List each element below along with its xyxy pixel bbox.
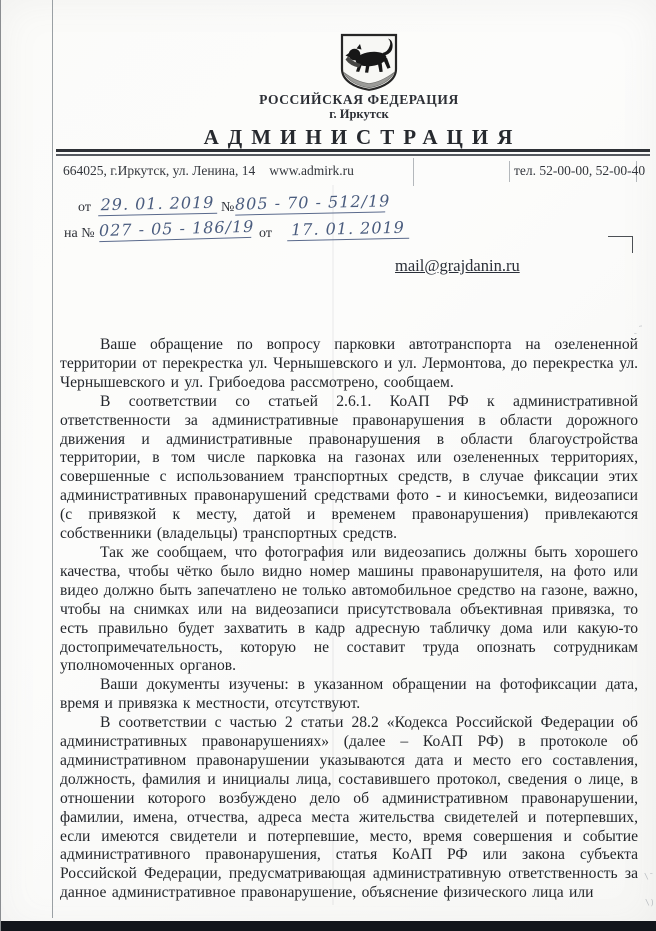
body-paragraph: В соответствии со статьей 2.6.1. КоАП РФ к административной ответственности за административные правонарушения в области дорожного движения и административные правонарушения в области благоустройства территории, в том числе парковка на газонах или озелененных территориях, совершенные с использованием транспортных средств, в случае фиксации этих административных правонарушений средствами фото - и киносъемки, видеозаписи (с привязкой к месту, датой и временем правонарушения) привлекаются собственники (владельцы) транспортных средств. xyxy=(60,392,638,543)
body-paragraph: Ваше обращение по вопросу парковки автотранспорта на озелененной территории от перекрестка ул. Чернышевского и ул. Лермонтова, до перекрестка ул. Чернышевского и ул. Грибоедова рассмотрено, сообщаем. xyxy=(60,336,638,391)
letterhead-cell-divider xyxy=(509,161,510,182)
incoming-number-handwritten: 027 - 05 - 186/19 xyxy=(98,216,255,241)
header-divider xyxy=(56,149,650,156)
address-zone-corner-mark xyxy=(608,236,633,253)
letterhead-country: РОССИЙСКАЯ ФЕДЕРАЦИЯ xyxy=(259,92,459,107)
recipient-email-text: mail@grajdanin.ru xyxy=(395,256,520,275)
outgoing-number-handwritten: 805 - 70 - 512/19 xyxy=(234,191,391,214)
phone-text: тел. 52-00-00, 52-00-40 xyxy=(514,163,646,178)
scan-artifact-noise: \) xyxy=(645,898,655,907)
body-paragraph: Так же сообщаем, что фотография или видеозапись должны быть хорошего качества, чтобы чётко было видно номер машины правонарушителя, на фото или видео должно быть запечатлено не только автомобильное средство на газоне, важно, чтобы на снимках или на видеозаписи присутствовала объективная привязка, то есть правильно будет захватить в кадр адресную табличку дома или какую-то достопримечательность, которую не составит труда опознать сотрудникам уполномоченных органов. xyxy=(60,543,638,675)
postal-address-text: 664025, г.Иркутск, ул. Ленина, 14 xyxy=(63,163,256,178)
body-paragraph: Ваши документы изучены: в указанном обращении на фотофиксации дата, время и привязка к местности, отсутствуют. xyxy=(60,676,638,713)
coat-of-arms-icon xyxy=(338,33,400,92)
website-text: www.admirk.ru xyxy=(269,163,354,178)
letterhead-org-title: АДМИНИСТРАЦИЯ xyxy=(203,125,522,149)
outgoing-number-label: № xyxy=(221,200,235,215)
scan-artifact-noise: ˍ˝ xyxy=(633,325,643,334)
body-paragraph: В соответствии с частью 2 статьи 28.2 «Кодекса Российской Федерации об административных правонарушениях» (далее – КоАП РФ) в протоколе об административном правонарушении указываются дата и место его составления, должность, фамилия и инициалы лица, составившего протокол, сведения о лице, в отношении которого возбуждено дело об административном правонарушении, фамилии, имена, отчества, адреса места жительства свидетелей и потерпевших, если имеются свидетели и потерпевшие, место, время совершения и событие административного правонарушения, статья КоАП РФ или закона субъекта Российской Федерации, предусматривающая административную ответственность за данное административное правонарушение, объяснение физического лица или xyxy=(60,714,638,902)
incoming-number-label: на № xyxy=(64,226,95,241)
letterhead-address xyxy=(63,163,354,179)
scan-artifact-noise: \ˉ xyxy=(644,872,654,881)
incoming-date-label: от xyxy=(259,226,272,241)
letterhead-city: г. Иркутск xyxy=(329,107,389,121)
scan-artifact-vertical-line xyxy=(52,0,53,918)
letter-body xyxy=(60,336,638,903)
outgoing-date-label: от xyxy=(78,200,91,215)
letterhead-cell-divider xyxy=(413,158,414,186)
outgoing-date-handwritten: 29. 01. 2019 xyxy=(98,193,217,216)
incoming-date-handwritten: 17. 01. 2019 xyxy=(287,218,409,242)
scan-artifact-bottom-edge xyxy=(1,921,656,931)
